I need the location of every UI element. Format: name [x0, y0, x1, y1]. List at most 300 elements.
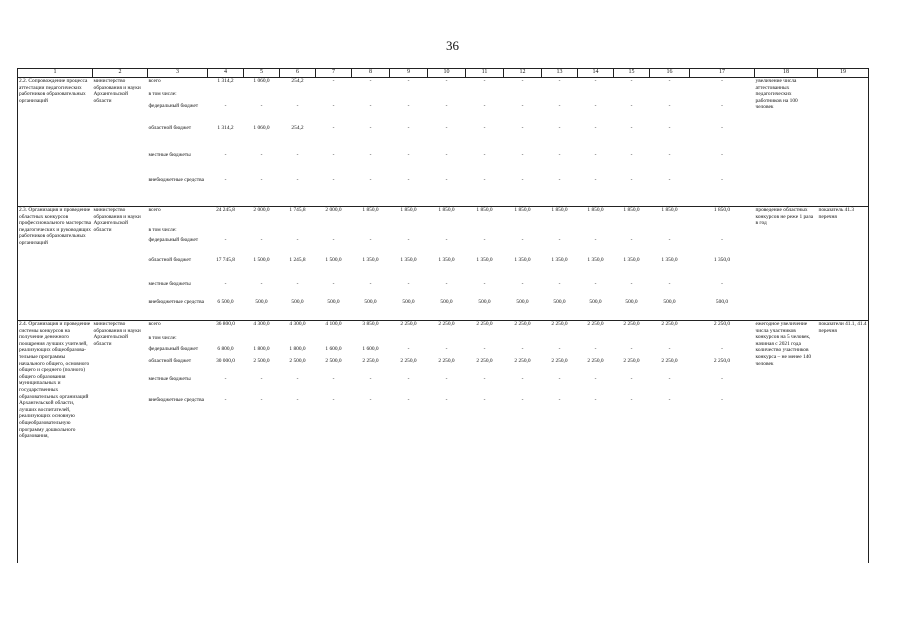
amount-cell [390, 91, 428, 103]
amount-cell [650, 335, 690, 346]
amount-cell: - [558, 124, 561, 131]
amount-cell: 500,0 [291, 298, 304, 305]
amount-cell: 2 250,0 [578, 321, 614, 335]
amount-cell: - [445, 396, 448, 403]
amount-cell: - [483, 396, 486, 403]
amount-cell [504, 335, 542, 346]
funding-source-label: местные бюджеты [148, 375, 191, 382]
amount-cell: - [542, 78, 578, 91]
amount-cell: - [594, 176, 597, 183]
funding-source-label: областной бюджет [148, 256, 192, 263]
amount-cell: - [630, 151, 633, 158]
amount-cell [352, 335, 390, 346]
amount-cell [614, 91, 650, 103]
amount-cell: - [296, 236, 299, 243]
amount-cell: - [521, 396, 524, 403]
amount-cell: 2 500,0 [325, 357, 342, 364]
amount-cell: - [630, 236, 633, 243]
amount-cell: - [296, 280, 299, 287]
amount-cell: 4 300,0 [280, 321, 316, 335]
column-number-8: 8 [352, 69, 390, 78]
table-row [18, 207, 869, 227]
executor: министерство образования и науки Архангельской области [93, 207, 148, 321]
amount-cell: - [445, 176, 448, 183]
amount-cell: - [690, 78, 755, 91]
amount-cell [244, 227, 280, 237]
activity-title: 2.4. Организация и проведение системы конкурсов на получение денежного поощрения лучших учителей, реализующих общеобразова-тельные программы начального общего, основного общего и среднего (полного) общего образования муниципальных и государственных образовательных организаций Архангельской области, лучших воспитателей, реализующих основную общеобразовательную программу дошкольного образования, [18, 321, 93, 563]
amount-cell: 1 350,0 [400, 256, 417, 263]
amount-cell [244, 335, 280, 346]
amount-cell [352, 227, 390, 237]
amount-cell: 36 800,0 [208, 321, 244, 335]
amount-cell [316, 227, 352, 237]
amount-cell: - [668, 345, 671, 352]
amount-cell: - [483, 176, 486, 183]
amount-cell: 500,0 [440, 298, 453, 305]
amount-cell: 4 300,0 [244, 321, 280, 335]
amount-cell: - [445, 151, 448, 158]
amount-cell: 1 850,0 [578, 207, 614, 227]
amount-cell: 2 250,0 [438, 357, 455, 364]
amount-cell [542, 227, 578, 237]
amount-cell: 254,2 [291, 124, 304, 131]
amount-cell: 1 245,8 [289, 256, 306, 263]
amount-cell [578, 227, 614, 237]
amount-cell: - [224, 280, 227, 287]
amount-cell: 1 350,0 [514, 256, 531, 263]
amount-cell [428, 335, 466, 346]
amount-cell: - [407, 176, 410, 183]
amount-cell: - [260, 151, 263, 158]
amount-cell: - [428, 78, 466, 91]
expected-result: увеличение числа аттестованных педагогических работников на 100 человек [755, 78, 818, 207]
column-number-header-row [18, 69, 869, 78]
amount-cell [614, 335, 650, 346]
amount-cell: - [630, 280, 633, 287]
column-number-4: 4 [208, 69, 244, 78]
amount-cell: - [296, 396, 299, 403]
amount-cell: - [332, 124, 335, 131]
amount-cell: 1 850,0 [390, 207, 428, 227]
amount-cell [542, 91, 578, 103]
amount-cell: 1 350,0 [362, 256, 379, 263]
amount-cell: 2 250,0 [390, 321, 428, 335]
amount-cell: - [614, 78, 650, 91]
amount-cell: - [407, 151, 410, 158]
amount-cell: - [332, 375, 335, 382]
amount-cell: 2 250,0 [623, 357, 640, 364]
amount-cell [650, 227, 690, 237]
amount-cell: - [630, 176, 633, 183]
funding-source-label: в том числе: [148, 226, 177, 233]
amount-cell: 1 600,0 [325, 345, 342, 352]
amount-cell: 1 350,0 [661, 256, 678, 263]
amount-cell: - [521, 124, 524, 131]
amount-cell: - [558, 151, 561, 158]
amount-cell [542, 335, 578, 346]
amount-cell: - [369, 236, 372, 243]
funding-source-label: местные бюджеты [148, 280, 191, 287]
amount-cell: - [521, 375, 524, 382]
amount-cell [316, 335, 352, 346]
amount-cell: 2 250,0 [661, 357, 678, 364]
amount-cell: 1 350,0 [551, 256, 568, 263]
amount-cell: 1 800,0 [289, 345, 306, 352]
amount-cell: - [352, 78, 390, 91]
amount-cell: - [296, 102, 299, 109]
amount-cell [428, 91, 466, 103]
amount-cell: - [407, 102, 410, 109]
funding-source-label: областной бюджет [148, 124, 192, 131]
amount-cell: - [332, 102, 335, 109]
column-number-5: 5 [244, 69, 280, 78]
amount-cell: 1 060,0 [244, 78, 280, 91]
amount-cell: 2 250,0 [504, 321, 542, 335]
amount-cell: - [721, 236, 723, 243]
amount-cell [578, 335, 614, 346]
amount-cell: - [445, 102, 448, 109]
amount-cell: - [369, 176, 372, 183]
amount-cell: 500,0 [625, 298, 638, 305]
funding-source-label: в том числе: [148, 334, 177, 341]
amount-cell: - [224, 151, 227, 158]
amount-cell: - [369, 375, 372, 382]
amount-cell: - [721, 345, 723, 352]
amount-cell [650, 91, 690, 103]
amount-cell: - [407, 280, 410, 287]
amount-cell: - [260, 102, 263, 109]
table-row [18, 78, 869, 91]
amount-cell: - [224, 375, 227, 382]
amount-cell: 1 350,0 [476, 256, 493, 263]
amount-cell: - [445, 375, 448, 382]
amount-cell: - [407, 375, 410, 382]
amount-cell [280, 91, 316, 103]
amount-cell: 2 250,0 [514, 357, 531, 364]
amount-cell [208, 227, 244, 237]
amount-cell: - [630, 102, 633, 109]
amount-cell: - [332, 280, 335, 287]
amount-cell: - [332, 396, 335, 403]
column-number-1: 1 [18, 69, 93, 78]
amount-cell: - [558, 176, 561, 183]
amount-cell: 1 060,0 [253, 124, 270, 131]
amount-cell: 500,0 [478, 298, 491, 305]
amount-cell: - [668, 124, 671, 131]
amount-cell: - [594, 280, 597, 287]
amount-cell: 1 350,0 [438, 256, 455, 263]
column-number-3: 3 [148, 69, 208, 78]
amount-cell: 2 500,0 [253, 357, 270, 364]
amount-cell: 1 850,0 [650, 207, 690, 227]
amount-cell: - [483, 124, 486, 131]
amount-cell: - [369, 124, 372, 131]
amount-cell: - [630, 396, 633, 403]
amount-cell: 30 000,0 [216, 357, 235, 364]
amount-cell: - [445, 124, 448, 131]
amount-cell: - [721, 102, 723, 109]
column-number-15: 15 [614, 69, 650, 78]
amount-cell: - [668, 176, 671, 183]
amount-cell: - [390, 78, 428, 91]
amount-cell: - [521, 102, 524, 109]
amount-cell: - [721, 151, 723, 158]
amount-cell: 2 250,0 [587, 357, 604, 364]
amount-cell [390, 227, 428, 237]
amount-cell: - [630, 345, 633, 352]
amount-cell: - [407, 396, 410, 403]
amount-cell: - [445, 345, 448, 352]
amount-cell: - [594, 236, 597, 243]
amount-cell: - [369, 280, 372, 287]
amount-cell [466, 227, 504, 237]
amount-cell: - [594, 102, 597, 109]
amount-cell: - [721, 124, 723, 131]
amount-cell: - [369, 151, 372, 158]
amount-cell: - [483, 102, 486, 109]
amount-cell: 1 850,0 [542, 207, 578, 227]
funding-source-label: внебюджетные средства [148, 298, 204, 305]
amount-cell [690, 91, 755, 103]
amount-cell: - [521, 280, 524, 287]
amount-cell: - [521, 345, 524, 352]
amount-cell: - [369, 396, 372, 403]
activity-title: 2.2. Сопровождение процесса аттестации педагогических работников образовательных организаций [18, 78, 93, 207]
amount-cell [316, 91, 352, 103]
amount-cell: - [466, 78, 504, 91]
indicator-link: показатели 41.1, 41.4 перечня [818, 321, 869, 563]
amount-cell [614, 227, 650, 237]
amount-cell: 4 100,0 [316, 321, 352, 335]
amount-cell: - [483, 345, 486, 352]
amount-cell: - [224, 396, 227, 403]
amount-cell: - [521, 236, 524, 243]
amount-cell: 1 500,0 [325, 256, 342, 263]
table-row [18, 321, 869, 335]
amount-cell: - [260, 375, 263, 382]
amount-cell: 6 800,0 [217, 345, 234, 352]
amount-cell: - [483, 151, 486, 158]
amount-cell: - [483, 236, 486, 243]
funding-source-label: федеральный бюджет [148, 102, 199, 109]
amount-cell: 2 000,0 [244, 207, 280, 227]
amount-cell [208, 91, 244, 103]
funding-source-label: внебюджетные средства [148, 396, 204, 403]
funding-source-label: федеральный бюджет [148, 345, 199, 352]
amount-cell: - [260, 236, 263, 243]
amount-cell [390, 335, 428, 346]
amount-cell: 500,0 [663, 298, 676, 305]
amount-cell: 2 000,0 [316, 207, 352, 227]
amount-cell: - [407, 345, 410, 352]
amount-cell: - [668, 280, 671, 287]
amount-cell: - [407, 236, 410, 243]
amount-cell: 2 250,0 [650, 321, 690, 335]
amount-cell: 2 250,0 [428, 321, 466, 335]
funding-source-label: всего [148, 321, 208, 335]
amount-cell: - [369, 102, 372, 109]
amount-cell: - [224, 176, 227, 183]
funding-source-label: областной бюджет [148, 357, 192, 364]
amount-cell: - [668, 102, 671, 109]
amount-cell: 3 850,0 [352, 321, 390, 335]
amount-cell [690, 227, 755, 237]
column-number-2: 2 [93, 69, 148, 78]
page-number: 36 [446, 38, 459, 53]
indicator-link: показатель 41.3 перечня [818, 207, 869, 321]
amount-cell: 500,0 [553, 298, 566, 305]
amount-cell: - [504, 78, 542, 91]
amount-cell: - [558, 345, 561, 352]
amount-cell: - [407, 124, 410, 131]
amount-cell: - [332, 176, 335, 183]
amount-cell: - [630, 375, 633, 382]
amount-cell: 1 350,0 [713, 256, 731, 263]
amount-cell: - [445, 280, 448, 287]
amount-cell: - [224, 102, 227, 109]
amount-cell: - [332, 151, 335, 158]
amount-cell: 500,0 [715, 298, 729, 305]
amount-cell: - [650, 78, 690, 91]
amount-cell: 1 350,0 [623, 256, 640, 263]
amount-cell: - [630, 124, 633, 131]
amount-cell: 500,0 [364, 298, 377, 305]
amount-cell: - [721, 280, 723, 287]
amount-cell: 1 600,0 [362, 345, 379, 352]
amount-cell: 2 250,0 [362, 357, 379, 364]
amount-cell: - [668, 396, 671, 403]
amount-cell: - [260, 280, 263, 287]
amount-cell: 1 314,2 [208, 78, 244, 91]
amount-cell: 2 250,0 [466, 321, 504, 335]
amount-cell: - [721, 396, 723, 403]
amount-cell: - [260, 396, 263, 403]
funding-source-label: в том числе: [148, 90, 177, 97]
amount-cell: - [521, 176, 524, 183]
amount-cell: - [296, 375, 299, 382]
funding-source-label: внебюджетные средства [148, 176, 204, 183]
column-number-16: 16 [650, 69, 690, 78]
column-number-19: 19 [818, 69, 869, 78]
column-number-11: 11 [466, 69, 504, 78]
amount-cell: - [668, 151, 671, 158]
amount-cell: - [668, 375, 671, 382]
amount-cell: 500,0 [516, 298, 529, 305]
expected-result: ежегодное увеличение числа участников конкурсов на 5 человек, начиная с 2021 года количество участников конкурса – не менее 140 человек [755, 321, 818, 563]
amount-cell: 1 850,0 [352, 207, 390, 227]
amount-cell: 1 850,0 [428, 207, 466, 227]
amount-cell [352, 91, 390, 103]
amount-cell [690, 335, 755, 346]
amount-cell: 1 500,0 [253, 256, 270, 263]
amount-cell: 500,0 [402, 298, 415, 305]
column-number-18: 18 [755, 69, 818, 78]
funding-source-label: федеральный бюджет [148, 236, 199, 243]
amount-cell: 1 850,0 [466, 207, 504, 227]
column-number-7: 7 [316, 69, 352, 78]
amount-cell: - [224, 236, 227, 243]
column-number-10: 10 [428, 69, 466, 78]
amount-cell: - [316, 78, 352, 91]
executor: министерство образования и науки Архангельской области [93, 78, 148, 207]
amount-cell: 2 250,0 [476, 357, 493, 364]
amount-cell: 1 745,8 [280, 207, 316, 227]
amount-cell: - [332, 236, 335, 243]
amount-cell: 1 350,0 [587, 256, 604, 263]
program-activities-table [17, 68, 869, 563]
amount-cell: - [558, 396, 561, 403]
amount-cell [466, 91, 504, 103]
amount-cell [280, 335, 316, 346]
amount-cell: - [445, 236, 448, 243]
amount-cell [208, 335, 244, 346]
amount-cell: - [296, 176, 299, 183]
activity-title: 2.3. Организация и проведение областных конкурсов профессионального мастерства педагогических и руководящих работников образовательных организаций [18, 207, 93, 321]
amount-cell: - [558, 280, 561, 287]
amount-cell [504, 227, 542, 237]
indicator-link [818, 78, 869, 207]
amount-cell: 500,0 [327, 298, 340, 305]
amount-cell [504, 91, 542, 103]
amount-cell: - [578, 78, 614, 91]
column-number-9: 9 [390, 69, 428, 78]
amount-cell: 24 245,8 [208, 207, 244, 227]
amount-cell: 2 250,0 [690, 321, 755, 335]
amount-cell: 254,2 [280, 78, 316, 91]
amount-cell: - [296, 151, 299, 158]
amount-cell: 2 250,0 [713, 357, 731, 364]
amount-cell: - [594, 375, 597, 382]
amount-cell: 1 850,0 [504, 207, 542, 227]
amount-cell: - [483, 375, 486, 382]
amount-cell: - [521, 151, 524, 158]
amount-cell: - [260, 176, 263, 183]
column-number-17: 17 [690, 69, 755, 78]
amount-cell: - [721, 176, 723, 183]
amount-cell: 2 250,0 [400, 357, 417, 364]
amount-cell: 500,0 [589, 298, 602, 305]
amount-cell: 17 745,8 [216, 256, 235, 263]
amount-cell: - [721, 375, 723, 382]
amount-cell: - [594, 396, 597, 403]
amount-cell: 6 500,0 [217, 298, 234, 305]
expected-result: проведение областных конкурсов не реже 1 раза в год [755, 207, 818, 321]
column-number-6: 6 [280, 69, 316, 78]
amount-cell: - [594, 124, 597, 131]
amount-cell: 2 250,0 [551, 357, 568, 364]
column-number-13: 13 [542, 69, 578, 78]
amount-cell: - [558, 102, 561, 109]
funding-source-label: местные бюджеты [148, 151, 191, 158]
amount-cell: - [594, 151, 597, 158]
amount-cell: 2 500,0 [289, 357, 306, 364]
amount-cell [428, 227, 466, 237]
amount-cell: - [483, 280, 486, 287]
amount-cell [280, 227, 316, 237]
amount-cell: - [594, 345, 597, 352]
amount-cell: 1 800,0 [253, 345, 270, 352]
executor: министерство образования и науки Архангельской области [93, 321, 148, 563]
column-number-14: 14 [578, 69, 614, 78]
amount-cell: 1 314,2 [217, 124, 234, 131]
amount-cell: - [558, 236, 561, 243]
amount-cell: - [558, 375, 561, 382]
amount-cell [244, 91, 280, 103]
amount-cell: 2 250,0 [542, 321, 578, 335]
amount-cell: - [668, 236, 671, 243]
amount-cell: 1 850,0 [690, 207, 755, 227]
funding-source-label: всего [148, 78, 208, 91]
